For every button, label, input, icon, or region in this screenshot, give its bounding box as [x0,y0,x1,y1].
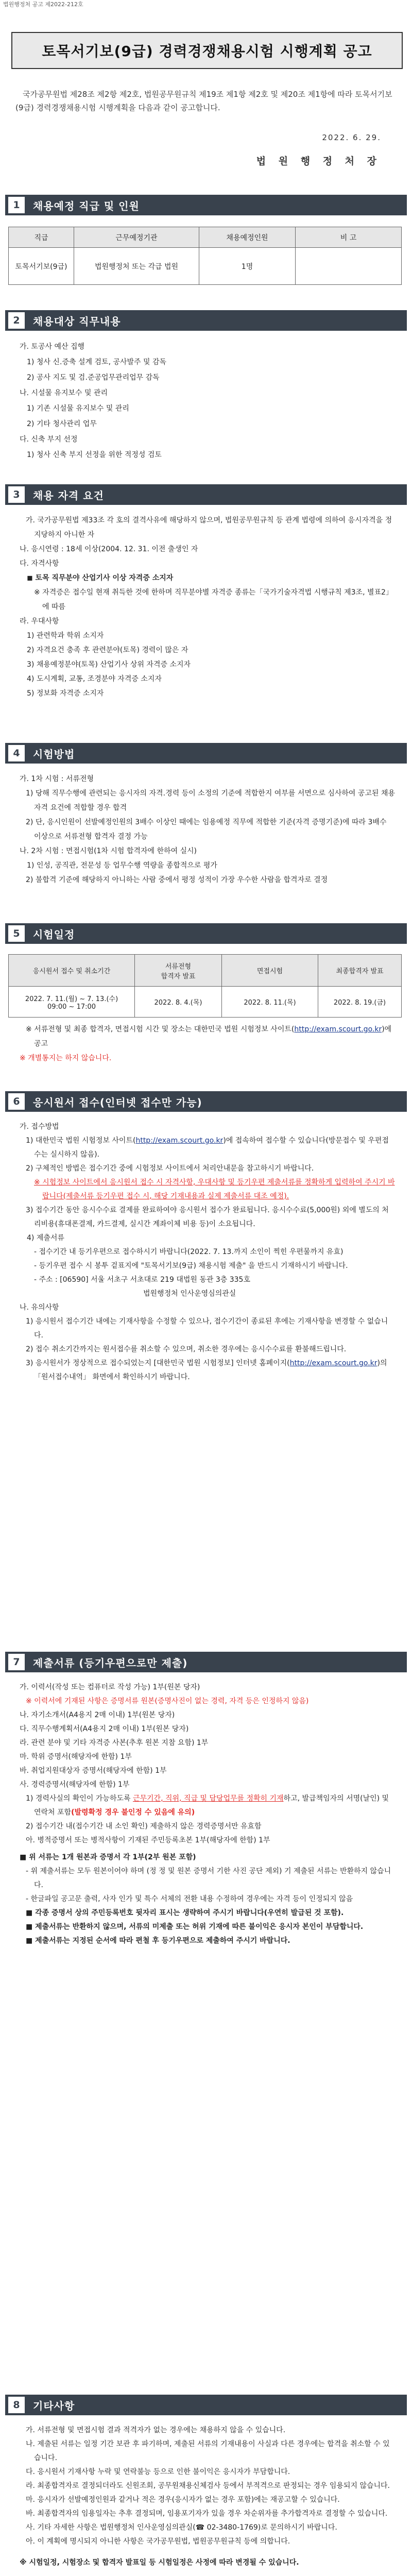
table-header: 채용예정인원 [199,227,296,248]
list-item: 4) 도시계획, 교통, 조경분야 자격증 소지자 [27,675,162,683]
list-item: 1) 관련학과 학위 소지자 [27,632,104,640]
table-cell: 토목서기보(9급) [9,248,74,285]
section-title: 제출서류 (등기우편으로만 제출) [33,1656,188,1669]
list-item: 1) 청사 신․증축 설계 검토, 공사발주 및 감독 [27,358,167,366]
section-title: 채용 자격 요건 [33,489,104,502]
list-item: - 주소 : [06590] 서울 서초구 서초대로 219 대법원 동관 3층 335호 [34,1276,250,1284]
list-item: (발령확정 경우 불인정 수 있음에 유의) [71,1808,195,1817]
list-item: 근무기간, 직위, 직급 및 담당업무를 정확히 기재 [132,1794,284,1803]
section-number: 7 [8,1654,25,1670]
exam-method-list [20,772,396,887]
list-item: 아. 병적증명서 또는 병적사항이 기재된 주민등록초본 1부(해당자에 한함) 1부 [26,1836,270,1844]
list-item: 1) 인성, 공직관, 전문성 등 업무수행 역량을 종합적으로 평가 [27,861,217,870]
list-item: 나. 시설물 유지보수 및 관리 [20,389,108,397]
final-note: ※ 시험일정, 시험장소 및 합격자 발표일 등 시험일정은 사정에 따라 변경될 수 있습니다. [20,2558,299,2567]
table-header: 면접시험 [222,955,318,987]
list-item: 2) 불합격 기준에 해당하지 아니하는 사람 중에서 평정 성적이 가장 우수한 사람을 합격자로 결정 [26,876,328,884]
table-header: 응시원서 접수 및 취소기간 [9,955,135,987]
list-item: )의 「원서접수내역」 화면에서 확인하시기 바랍니다. [34,1359,387,1381]
section-number: 1 [8,197,25,213]
section-number: 3 [8,486,25,503]
section-header-5 [5,923,407,944]
list-item: ■ 위 서류는 1개 원본과 증명서 각 1부(2부 원본 포함) [20,1853,196,1861]
note-text: ※ 서류전형 및 최종 합격자, 면접시험 시간 및 장소는 대한민국 법원 시험정보 사이트( [26,1025,295,1033]
list-item: 하고, 발급책임자의 서명(날인) 및 연락처 포함 [34,1794,389,1817]
section-number: 6 [8,1093,25,1110]
list-item: 사. 경력증명서(해당자에 한함) 1부 [20,1781,130,1789]
section-number: 5 [8,925,25,942]
table-header: 최종합격자 발표 [318,955,402,987]
list-item: 다. 자격사항 [20,560,59,568]
list-item: 라. 최종합격자로 결정되더라도 신원조회, 공무원채용신체검사 등에서 부적격으로 판정되는 경우 임용되지 않습니다. [26,2482,390,2490]
list-item: 가. 1차 시험 : 서류전형 [20,775,94,783]
list-item: 다. 직무수행계획서(A4용지 2매 이내) 1부(원본 당자) [20,1725,189,1733]
list-item: 다. 신축 부지 선정 [20,435,78,444]
list-item: 2) 단, 응시인원이 선발예정인원의 3배수 이상인 때에는 임용예정 직무에 적합한 기준(자격 증명기준)에 따라 3배수 이상으로 서류전형 합격자 결정 가능 [26,818,387,841]
misc-list [20,2424,396,2570]
list-item: 다. 응시원서 기재사항 누락 및 연락불능 등으로 인한 불이익은 응시자가 부담합니다. [26,2468,290,2476]
list-item: 1) 경력사실의 확인이 가능하도록 [26,1794,133,1803]
list-item: 가. 접수방법 [20,1123,59,1131]
table-cell: 1명 [199,248,296,285]
list-item: - 접수기간 내 등기우편으로 접수하시기 바랍니다(2022. 7. 13.까지 소인이 찍힌 우편물까지 유효) [34,1248,344,1256]
section-header-6 [5,1091,407,1112]
section-title: 시험방법 [33,748,75,760]
list-item: 2) 접수 취소기간까지는 원서접수를 취소할 수 있으며, 취소한 경우에는 응시수수료를 환불해드립니다. [26,1345,347,1353]
list-item: 1) 청사 신축 부지 선정을 위한 적정성 검토 [27,451,162,459]
section-number: 4 [8,745,25,761]
list-item: ■ 각종 증명서 상의 주민등록번호 뒷자리 표시는 생략하여 주시기 바랍니다(우연히 발급된 것 포함). [26,1909,344,1917]
list-item: 라. 우대사항 [20,617,59,625]
list-item: 법원행정처 인사운영심의관실 [143,1290,236,1298]
qualifications-list [20,513,396,701]
table-cell: 2022. 8. 4.(목) [135,987,222,1018]
schedule-notes [20,1022,396,1065]
table-cell: 2022. 8. 19.(금) [318,987,402,1018]
list-item: ※ 이력서에 기재된 사항은 증명서류 원본(증명사진이 없는 경력, 자격 등은 인정하지 않음) [26,1697,309,1705]
list-item: 아. 이 계획에 명시되지 아니한 사항은 국가공무원법, 법원공무원규칙 등에 의합니다. [26,2537,290,2546]
list-item: 바. 최종합격자의 임용일자는 추후 결정되며, 임용포기자가 있을 경우 차순위자를 추가합격자로 결정할 수 있습니다. [26,2510,388,2518]
list-item: 나. 응시연령 : 18세 이상(2004. 12. 31. 이전 출생인 자 [20,545,198,553]
list-item: 2) 자격요건 충족 후 관련분야(토목) 경력이 많은 자 [27,646,188,654]
list-item: 5) 정보화 자격증 소지자 [27,689,104,698]
note-text: ※ 개별통지는 하지 않습니다. [20,1054,112,1062]
list-item: 2) 접수기간 내(접수기간 내 소인 확인) 제출하지 않은 경력증명서만 유효함 [26,1822,262,1831]
section-number: 2 [8,312,25,329]
schedule-table [8,954,402,1018]
section-header-4 [5,743,407,764]
table-header: 근무예정기관 [74,227,199,248]
list-item: )에 접속하여 접수할 수 있습니다(방문접수 및 우편접수는 실시하지 않음). [34,1137,389,1159]
section-title: 채용예정 직급 및 인원 [33,199,140,212]
list-item: 마. 응시자가 선발예정인원과 같거나 적은 경우(응시자가 없는 경우 포함)에는 재공고할 수 있습니다. [26,2496,340,2504]
list-item: 1) 대한민국 법원 시험정보 사이트( [26,1137,136,1145]
page-title: 토목서기보(9급) 경력경쟁채용시험 시행계획 공고 [42,43,372,60]
section-title: 채용대상 직무내용 [33,315,121,328]
list-item: 라. 관련 분야 및 기타 자격증 사본(추후 원본 지참 요함) 1부 [20,1739,209,1747]
section-header-2 [5,310,407,331]
list-item: 2) 공사 지도 및 검․준공업무관리업무 감독 [27,374,160,382]
table-header: 비 고 [296,227,402,248]
list-item: 가. 국가공무원법 제33조 각 호의 결격사유에 해당하지 않으며, 법원공무원규칙 등 관계 법령에 의하여 응시자격을 정지당하지 아니한 자 [26,516,392,539]
note-text: )에 공고 [34,1025,392,1048]
list-item: 3) 채용예정분야(토목) 산업기사 상위 자격증 소지자 [27,660,191,669]
section-title: 응시원서 접수(인터넷 접수만 가능) [33,1096,202,1109]
application-list [20,1120,396,1384]
list-item: 2) 기타 청사관리 업무 [27,420,97,428]
list-item: 1) 당해 직무수행에 관련되는 응시자의 자격․경력 등이 소정의 기준에 적합한지 여부를 서면으로 심사하여 공고된 채용 자격 요건에 적합할 경우 합격 [26,789,395,812]
exam-site-link[interactable]: http://exam.scourt.go.kr [294,1025,382,1033]
section-header-7 [5,1652,407,1672]
list-item: 나. 2차 시험 : 면접시험(1차 시험 합격자에 한하여 실시) [20,847,197,855]
list-item: - 한글파일 공고문 출력, 사자 인가 및 특수 서체의 전환 내용 수정하여 경우에는 자격 등이 인정되지 않음 [26,1895,353,1903]
table-header: 직급 [9,227,74,248]
section-title: 기타사항 [33,2399,75,2412]
exam-site-link[interactable]: http://exam.scourt.go.kr [135,1137,224,1145]
section-header-8 [5,2395,407,2415]
list-item: 3) 접수기간 동안 응시수수료 결제를 완료하여야 응시원서 접수가 완료됩니다. 응시수수료(5,000원) 외에 별도의 처리비용(휴대폰결제, 카드결제, 실시간 계좌이체 비용 등)이 소요됩니다. [26,1206,389,1228]
intro-text: 국가공무원법 제28조 제2항 제2호, 법원공무원규칙 제19조 제1항 제2호 및 제20조 제1항에 따라 토목서기보(9급) 경력경쟁채용시험 시행계획을 다음과 같이 공고합니다. [15,90,392,112]
list-item: 가. 이력서(작성 또는 컴퓨터로 작성 가능) 1부(원본 당자) [20,1683,200,1691]
duties-list [20,339,396,463]
table-cell: 법원행정처 또는 각급 법원 [74,248,199,285]
list-item: 나. 자기소개서(A4용지 2매 이내) 1부(원본 당자) [20,1711,175,1719]
exam-site-link[interactable]: http://exam.scourt.go.kr [289,1359,377,1367]
section-number: 8 [8,2397,25,2413]
table-cell [296,248,402,285]
issuing-organization: 법 원 행 정 처 장 [256,156,381,167]
list-item: 2) 구체적인 방법은 접수기간 중에 시험정보 사이트에서 처리안내문을 참고하시기 바랍니다. [26,1164,314,1173]
list-item: 1) 기존 시설물 유지보수 및 관리 [27,404,129,413]
warning-note: ※ 시험정보 사이트에서 응시원서 접수 시 자격사항, 우대사항 및 등기우편 제출서류를 정확하게 입력하여 주시기 바랍니다(제출서류 등기우편 접수 시, 해당 기재내용과 실제 제출서류 대조 예정). [34,1178,395,1200]
section-title: 시험일정 [33,928,75,941]
list-item: 4) 제출서류 [27,1234,64,1242]
title-box [11,32,403,69]
list-item: 가. 서류전형 및 면접시험 결과 적격자가 없는 경우에는 채용하지 않을 수 있습니다. [26,2426,286,2434]
list-item: 나. 유의사항 [20,1303,59,1312]
list-item: ◼ 토목 직무분야 산업기사 이상 자격증 소지자 [27,574,174,582]
notice-date: 2022. 6. 29. [322,133,381,142]
list-item: - 등기우편 접수 시 봉투 겉표지에 "토목서기보(9급) 채용시험 제출" 을 반드시 기재하시기 바랍니다. [34,1262,348,1270]
list-item: 나. 제출된 서류는 일정 기간 보관 후 파기하며, 제출된 서류의 기재내용이 사실과 다른 경우에는 합격을 취소할 수 있습니다. [26,2440,390,2462]
list-item: - 위 제출서류는 모두 원본이어야 하며 (정 정 및 원본 증명서 기한 사진 공단 제외) 기 제출된 서류는 반환하지 않습니다. [26,1867,391,1889]
list-item: 3) 응시원서가 정상적으로 접수되었는지 [대한민국 법원 시험정보] 인터넷 홈페이지( [26,1359,290,1367]
list-item: 마. 학위 증명서(해당자에 한함) 1부 [20,1753,132,1761]
section-header-1 [5,195,407,215]
table-header: 서류전형 합격자 발표 [135,955,222,987]
positions-table [8,227,402,285]
table-cell: 2022. 8. 11.(목) [222,987,318,1018]
list-item: 가. 토공사 예산 집행 [20,343,84,351]
table-cell: 2022. 7. 11.(월) ~ 7. 13.(수) 09:00 ~ 17:00 [9,987,135,1018]
list-item: ■ 제출서류는 지정된 순서에 따라 편철 후 등기우편으로 제출하여 주시기 바랍니다. [26,1937,290,1945]
list-item: 1) 응시원서 접수기간 내에는 기재사항을 수정할 수 있으나, 접수기간이 종료된 후에는 기재사항을 변경할 수 없습니다. [26,1317,388,1340]
list-item: 사. 기타 자세한 사항은 법원행정처 인사운영심의관실(☎ 02-3480-1769)로 문의하시기 바랍니다. [26,2523,337,2532]
list-item: ■ 제출서류는 반환하지 않으며, 서류의 미제출 또는 허위 기재에 따른 불이익은 응시자 본인이 부담합니다. [26,1923,364,1931]
list-item: 바. 취업지원대상자 증명서(해당자에 한함) 1부 [20,1767,167,1775]
section-header-3 [5,484,407,505]
list-item: ※ 자격증은 접수일 현재 취득한 것에 한하며 직무분야별 자격증 종류는「국가기술자격법 시행규칙 제3조, 별표2」에 따름 [34,588,393,611]
documents-list [20,1681,396,1948]
notice-number: 법원행정처 공고 제2022-212호 [3,1,83,8]
